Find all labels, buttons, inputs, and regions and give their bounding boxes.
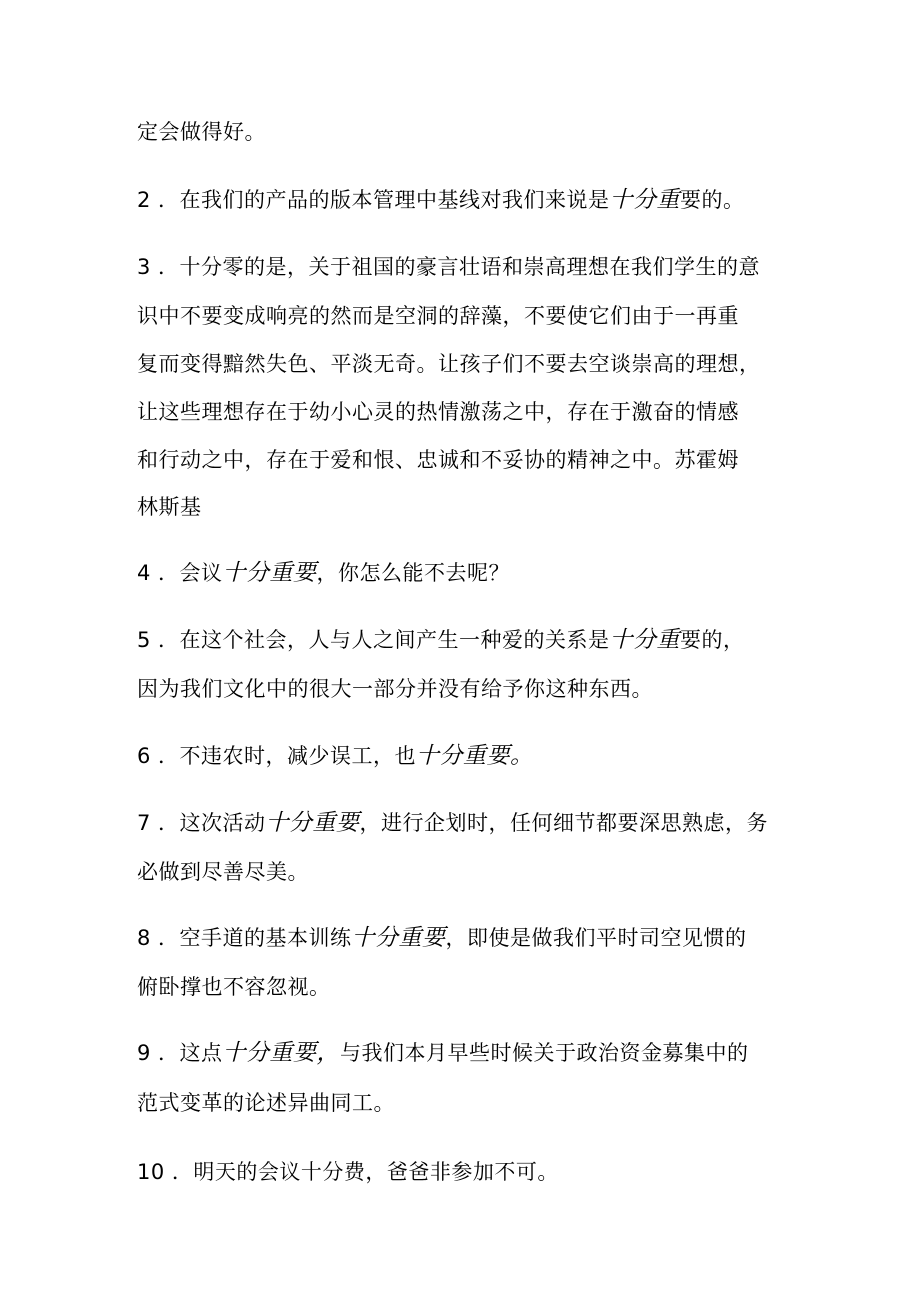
paragraph-6-line-1 [137, 741, 534, 771]
body-text: 和行动之中，存在于爱和恨、忠诚和不妥协的精神之中。苏霍姆 [137, 448, 739, 472]
paragraph-9-line-1 [137, 1038, 749, 1068]
paragraph-3-line-4 [137, 397, 739, 427]
body-text: 因为我们文化中的很大一部分并没有给予你这种东西。 [137, 677, 653, 701]
body-text: 林斯基 [137, 495, 202, 519]
body-text: 2 ．在我们的产品的版本管理中基线对我们来说是 [137, 188, 610, 212]
emphasis-text: 十分重要， [222, 1040, 341, 1066]
emphasis-text: 十分重要 [265, 810, 360, 836]
paragraph-9-line-2 [137, 1088, 395, 1118]
body-text: 6 ．不违农时，减少误工，也 [137, 744, 417, 768]
body-text: 9 ．这点 [137, 1041, 223, 1065]
paragraph-1-line-1 [137, 117, 266, 147]
paragraph-3-line-1 [137, 252, 760, 282]
paragraph-3-line-2 [137, 301, 739, 331]
paragraph-3-line-6 [137, 492, 202, 522]
body-text: 识中不要变成响亮的然而是空洞的辞藻，不要使它们由于一再重 [137, 304, 739, 328]
emphasis-text: 十分重 [609, 187, 681, 213]
paragraph-4-line-1 [137, 558, 510, 588]
body-text: 3 ．十分零的是，关于祖国的豪言壮语和崇高理想在我们学生的意 [137, 255, 761, 279]
body-text: 4 ．会议 [137, 561, 223, 585]
emphasis-text: 十分重要 [222, 560, 317, 586]
body-text: 8 ．空手道的基本训练 [137, 926, 352, 950]
paragraph-5-line-2 [137, 674, 653, 704]
body-text: 7 ．这次活动 [137, 811, 266, 835]
body-text: ，进行企划时，任何细节都要深思熟虑，务 [359, 811, 769, 835]
emphasis-text: 十分重要。 [416, 743, 534, 769]
paragraph-8-line-2 [137, 972, 331, 1002]
paragraph-7-line-2 [137, 857, 309, 887]
paragraph-10-line-1 [137, 1157, 559, 1187]
paragraph-2-line-1 [137, 185, 745, 215]
paragraph-3-line-5 [137, 445, 739, 475]
body-text: 俯卧撑也不容忽视。 [137, 975, 331, 999]
body-text: 与我们本月早些时候关于政治资金募集中的 [340, 1041, 749, 1065]
body-text: 让这些理想存在于幼小心灵的热情激荡之中，存在于激奋的情感 [137, 400, 739, 424]
body-text: 定会做得好。 [137, 120, 266, 144]
emphasis-text: 十分重要 [351, 925, 446, 951]
paragraph-8-line-1 [137, 923, 747, 953]
paragraph-5-line-1 [137, 625, 745, 655]
body-text: ，即使是做我们平时司空见惯的 [445, 926, 747, 950]
emphasis-text: 十分重 [609, 627, 681, 653]
paragraph-3-line-3 [137, 349, 761, 379]
body-text: ，你怎么能不去呢？ [316, 561, 511, 585]
body-text: 要的。 [680, 188, 745, 212]
body-text: 复而变得黯然失色、平淡无奇。让孩子们不要去空谈崇高的理想， [137, 352, 761, 376]
body-text: 5 ．在这个社会，人与人之间产生一种爱的关系是 [137, 628, 610, 652]
body-text: 必做到尽善尽美。 [137, 860, 309, 884]
paragraph-7-line-1 [137, 808, 768, 838]
body-text: 10 ．明天的会议十分费，爸爸非参加不可。 [137, 1160, 559, 1184]
body-text: 要的， [680, 628, 745, 652]
body-text: 范式变革的论述异曲同工。 [137, 1091, 395, 1115]
